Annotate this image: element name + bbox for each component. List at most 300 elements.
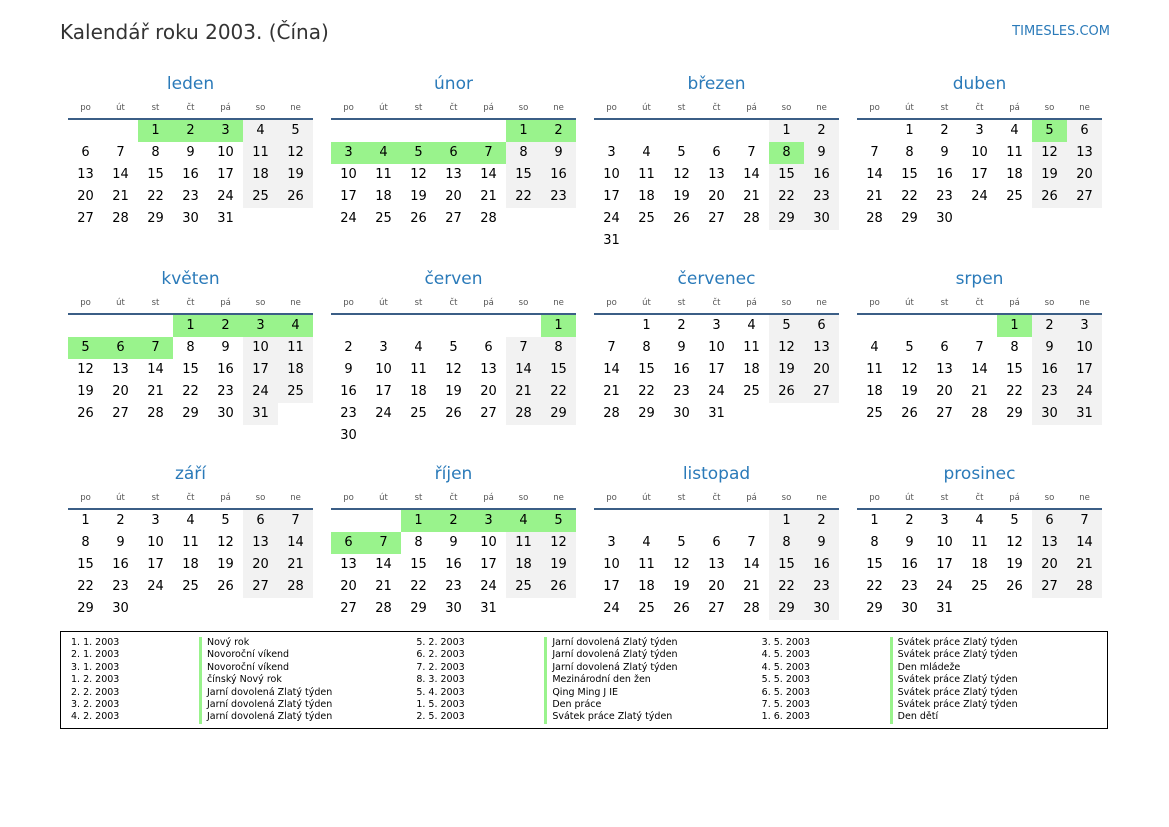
blank-cell bbox=[506, 315, 541, 337]
holiday-date: 2. 2. 2003 bbox=[71, 686, 120, 698]
weekday-label: ne bbox=[553, 298, 564, 308]
weekday-label: po bbox=[80, 103, 91, 113]
day-cell: 27 bbox=[804, 381, 839, 403]
weekday-label: pá bbox=[220, 493, 231, 503]
day-cell: 4 bbox=[642, 145, 651, 160]
day-cell: 12 bbox=[445, 362, 462, 377]
blank-cell bbox=[103, 315, 138, 337]
day-cell: 7 bbox=[975, 340, 984, 355]
month-calendar bbox=[331, 267, 576, 442]
day-cell: 2 bbox=[1032, 315, 1067, 337]
day-cell: 5 bbox=[677, 535, 686, 550]
day-cell: 3 bbox=[607, 145, 616, 160]
day-cell: 6 bbox=[1067, 120, 1102, 142]
day-cell: 27 bbox=[445, 211, 462, 226]
day-cell: 15 bbox=[147, 167, 164, 182]
day-cell: 21 bbox=[603, 384, 620, 399]
day-cell: 10 bbox=[1067, 337, 1102, 359]
day-cell: 21 bbox=[375, 579, 392, 594]
weekday-label: po bbox=[80, 493, 91, 503]
day-grid bbox=[594, 510, 839, 620]
day-cell: 10 bbox=[603, 557, 620, 572]
holiday-name: Jarní dovolená Zlatý týden bbox=[199, 711, 416, 723]
blank-cell bbox=[699, 510, 734, 532]
holiday-name: Svátek práce Zlatý týden bbox=[890, 649, 1107, 661]
blank-cell bbox=[68, 120, 103, 142]
month-name: prosinec bbox=[943, 464, 1016, 484]
blank-cell bbox=[664, 120, 699, 142]
weekday-label: ne bbox=[290, 298, 301, 308]
legend-row bbox=[416, 711, 761, 723]
day-cell: 28 bbox=[866, 211, 883, 226]
legend-row bbox=[762, 637, 1107, 649]
weekday-label: ne bbox=[290, 493, 301, 503]
day-cell: 4 bbox=[366, 142, 401, 164]
weekday-label: čt bbox=[975, 298, 984, 308]
day-cell: 16 bbox=[804, 164, 839, 186]
day-cell: 19 bbox=[673, 189, 690, 204]
day-cell: 29 bbox=[1006, 406, 1023, 421]
day-cell: 25 bbox=[182, 579, 199, 594]
holiday-name: Svátek práce Zlatý týden bbox=[544, 711, 761, 723]
weekday-header bbox=[594, 98, 839, 120]
weekday-label: út bbox=[116, 103, 125, 113]
day-cell: 1 bbox=[506, 120, 541, 142]
day-cell: 5 bbox=[278, 120, 313, 142]
day-cell: 13 bbox=[1067, 142, 1102, 164]
day-cell: 10 bbox=[340, 167, 357, 182]
day-grid bbox=[857, 120, 1102, 230]
day-cell: 25 bbox=[506, 576, 541, 598]
day-cell: 22 bbox=[769, 186, 804, 208]
weekday-label: st bbox=[677, 298, 686, 308]
weekday-header bbox=[68, 98, 313, 120]
day-cell: 18 bbox=[243, 164, 278, 186]
day-cell: 22 bbox=[541, 381, 576, 403]
day-cell: 24 bbox=[603, 601, 620, 616]
day-cell: 27 bbox=[708, 211, 725, 226]
month-name: červenec bbox=[677, 269, 756, 289]
blank-cell bbox=[436, 120, 471, 142]
weekday-label: ne bbox=[816, 103, 827, 113]
day-cell: 21 bbox=[112, 189, 129, 204]
weekday-label: po bbox=[869, 493, 880, 503]
day-cell: 22 bbox=[638, 384, 655, 399]
weekday-label: út bbox=[116, 493, 125, 503]
weekday-label: po bbox=[869, 103, 880, 113]
day-cell: 6 bbox=[804, 315, 839, 337]
day-cell: 20 bbox=[1067, 164, 1102, 186]
brand-link[interactable]: TIMESLES.COM bbox=[1012, 24, 1110, 39]
day-cell: 21 bbox=[971, 384, 988, 399]
blank-cell bbox=[664, 510, 699, 532]
weekday-label: čt bbox=[712, 493, 721, 503]
day-cell: 17 bbox=[375, 384, 392, 399]
weekday-header bbox=[331, 98, 576, 120]
holiday-name: Jarní dovolená Zlatý týden bbox=[199, 687, 416, 699]
weekday-label: st bbox=[677, 103, 686, 113]
day-cell: 6 bbox=[436, 142, 471, 164]
day-cell: 25 bbox=[278, 381, 313, 403]
day-cell: 1 bbox=[401, 510, 436, 532]
day-cell: 20 bbox=[340, 579, 357, 594]
holiday-date: 8. 3. 2003 bbox=[416, 674, 465, 686]
blank-cell bbox=[857, 120, 892, 142]
day-cell: 6 bbox=[1032, 510, 1067, 532]
blank-cell bbox=[138, 315, 173, 337]
blank-cell bbox=[629, 510, 664, 532]
day-cell: 26 bbox=[1032, 186, 1067, 208]
day-cell: 28 bbox=[1067, 576, 1102, 598]
day-cell: 19 bbox=[1032, 164, 1067, 186]
day-cell: 5 bbox=[769, 315, 804, 337]
day-cell: 18 bbox=[278, 359, 313, 381]
legend-row bbox=[71, 662, 416, 674]
day-cell: 19 bbox=[410, 189, 427, 204]
day-cell: 18 bbox=[182, 557, 199, 572]
day-cell: 6 bbox=[712, 535, 721, 550]
day-cell: 30 bbox=[112, 601, 129, 616]
day-cell: 7 bbox=[506, 337, 541, 359]
legend-column bbox=[71, 637, 416, 728]
holiday-date: 5. 2. 2003 bbox=[416, 637, 465, 648]
weekday-label: so bbox=[1044, 493, 1055, 503]
day-cell: 13 bbox=[936, 362, 953, 377]
blank-cell bbox=[594, 120, 629, 142]
day-cell: 27 bbox=[77, 211, 94, 226]
day-cell: 20 bbox=[936, 384, 953, 399]
day-cell: 1 bbox=[870, 513, 879, 528]
day-cell: 9 bbox=[221, 340, 230, 355]
day-cell: 26 bbox=[217, 579, 234, 594]
blank-cell bbox=[962, 315, 997, 337]
day-grid bbox=[331, 315, 576, 447]
day-cell: 7 bbox=[471, 142, 506, 164]
day-cell: 19 bbox=[217, 557, 234, 572]
holiday-date: 1. 6. 2003 bbox=[761, 711, 811, 723]
day-cell: 14 bbox=[971, 362, 988, 377]
day-cell: 3 bbox=[607, 535, 616, 550]
day-cell: 7 bbox=[870, 145, 879, 160]
day-grid bbox=[68, 510, 313, 620]
blank-cell bbox=[734, 120, 769, 142]
month-calendar bbox=[857, 267, 1102, 442]
day-cell: 1 bbox=[769, 120, 804, 142]
weekday-label: ne bbox=[1079, 298, 1090, 308]
weekday-label: pá bbox=[483, 493, 494, 503]
day-cell: 28 bbox=[971, 406, 988, 421]
day-cell: 23 bbox=[182, 189, 199, 204]
weekday-label: po bbox=[343, 103, 354, 113]
legend-column bbox=[416, 637, 761, 728]
day-cell: 5 bbox=[1010, 513, 1019, 528]
holiday-name: Svátek práce Zlatý týden bbox=[890, 674, 1107, 686]
day-cell: 11 bbox=[1006, 145, 1023, 160]
day-cell: 18 bbox=[971, 557, 988, 572]
day-cell: 16 bbox=[673, 362, 690, 377]
legend-row bbox=[762, 711, 1107, 723]
weekday-label: pá bbox=[1009, 298, 1020, 308]
day-cell: 26 bbox=[901, 406, 918, 421]
weekday-label: út bbox=[379, 298, 388, 308]
day-cell: 3 bbox=[712, 318, 721, 333]
day-cell: 14 bbox=[866, 167, 883, 182]
day-cell: 18 bbox=[506, 554, 541, 576]
blank-cell bbox=[366, 315, 401, 337]
day-cell: 23 bbox=[673, 384, 690, 399]
day-cell: 24 bbox=[217, 189, 234, 204]
day-cell: 18 bbox=[638, 189, 655, 204]
weekday-label: út bbox=[642, 103, 651, 113]
day-cell: 11 bbox=[410, 362, 427, 377]
weekday-label: pá bbox=[220, 103, 231, 113]
day-cell: 16 bbox=[936, 167, 953, 182]
day-cell: 3 bbox=[1067, 315, 1102, 337]
day-cell: 20 bbox=[112, 384, 129, 399]
day-cell: 13 bbox=[1032, 532, 1067, 554]
day-cell: 22 bbox=[410, 579, 427, 594]
day-cell: 4 bbox=[975, 513, 984, 528]
day-grid bbox=[857, 315, 1102, 425]
day-cell: 11 bbox=[866, 362, 883, 377]
day-cell: 24 bbox=[243, 381, 278, 403]
day-cell: 9 bbox=[804, 532, 839, 554]
day-cell: 5 bbox=[68, 337, 103, 359]
day-cell: 27 bbox=[708, 601, 725, 616]
day-cell: 8 bbox=[186, 340, 195, 355]
day-cell: 24 bbox=[708, 384, 725, 399]
holiday-date: 6. 2. 2003 bbox=[416, 649, 465, 661]
day-cell: 31 bbox=[603, 233, 620, 248]
day-cell: 30 bbox=[182, 211, 199, 226]
weekday-label: po bbox=[606, 298, 617, 308]
weekday-label: po bbox=[606, 103, 617, 113]
day-cell: 4 bbox=[642, 535, 651, 550]
weekday-label: st bbox=[151, 493, 160, 503]
month-name: duben bbox=[952, 74, 1007, 94]
day-cell: 15 bbox=[182, 362, 199, 377]
blank-cell bbox=[436, 315, 471, 337]
day-cell: 2 bbox=[804, 510, 839, 532]
blank-cell bbox=[471, 120, 506, 142]
weekday-label: út bbox=[905, 493, 914, 503]
weekday-label: so bbox=[1044, 103, 1055, 113]
day-cell: 15 bbox=[638, 362, 655, 377]
weekday-label: po bbox=[80, 298, 91, 308]
day-cell: 2 bbox=[173, 120, 208, 142]
legend-row bbox=[71, 649, 416, 661]
day-cell: 28 bbox=[375, 601, 392, 616]
day-cell: 18 bbox=[866, 384, 883, 399]
holiday-date: 3. 5. 2003 bbox=[761, 637, 811, 648]
day-cell: 3 bbox=[243, 315, 278, 337]
day-cell: 27 bbox=[243, 576, 278, 598]
day-cell: 9 bbox=[1032, 337, 1067, 359]
day-cell: 23 bbox=[804, 576, 839, 598]
day-cell: 3 bbox=[208, 120, 243, 142]
weekday-label: st bbox=[677, 493, 686, 503]
day-cell: 31 bbox=[1067, 403, 1102, 425]
day-grid bbox=[68, 315, 313, 425]
weekday-label: st bbox=[414, 298, 423, 308]
day-cell: 1 bbox=[905, 123, 914, 138]
day-cell: 13 bbox=[804, 337, 839, 359]
day-cell: 17 bbox=[971, 167, 988, 182]
day-cell: 16 bbox=[901, 557, 918, 572]
day-cell: 28 bbox=[112, 211, 129, 226]
weekday-label: út bbox=[642, 298, 651, 308]
day-cell: 22 bbox=[866, 579, 883, 594]
day-cell: 28 bbox=[278, 576, 313, 598]
day-cell: 24 bbox=[375, 406, 392, 421]
day-cell: 18 bbox=[743, 362, 760, 377]
holiday-name: Svátek práce Zlatý týden bbox=[890, 699, 1107, 711]
weekday-label: čt bbox=[186, 103, 195, 113]
day-cell: 30 bbox=[217, 406, 234, 421]
holiday-name: Novoroční víkend bbox=[199, 662, 416, 674]
day-cell: 20 bbox=[77, 189, 94, 204]
day-cell: 26 bbox=[445, 406, 462, 421]
weekday-label: so bbox=[255, 103, 266, 113]
day-cell: 23 bbox=[936, 189, 953, 204]
day-cell: 5 bbox=[401, 142, 436, 164]
holiday-name: Novoroční víkend bbox=[199, 649, 416, 661]
holiday-date: 4. 5. 2003 bbox=[761, 649, 811, 661]
day-cell: 10 bbox=[480, 535, 497, 550]
day-cell: 29 bbox=[147, 211, 164, 226]
holiday-name: Svátek práce Zlatý týden bbox=[890, 637, 1107, 649]
day-cell: 22 bbox=[506, 186, 541, 208]
weekday-label: st bbox=[940, 493, 949, 503]
month-name: srpen bbox=[955, 269, 1004, 289]
blank-cell bbox=[594, 315, 629, 337]
weekday-label: pá bbox=[746, 103, 757, 113]
blank-cell bbox=[366, 510, 401, 532]
day-cell: 5 bbox=[221, 513, 230, 528]
day-cell: 22 bbox=[901, 189, 918, 204]
legend-row bbox=[71, 674, 416, 686]
day-cell: 8 bbox=[151, 145, 160, 160]
day-cell: 24 bbox=[971, 189, 988, 204]
day-cell: 19 bbox=[901, 384, 918, 399]
day-cell: 20 bbox=[708, 579, 725, 594]
day-cell: 28 bbox=[147, 406, 164, 421]
month-name: listopad bbox=[682, 464, 751, 484]
page-title: Kalendář roku 2003. (Čína) bbox=[60, 20, 329, 44]
legend-row bbox=[416, 674, 761, 686]
day-cell: 21 bbox=[866, 189, 883, 204]
day-cell: 7 bbox=[366, 532, 401, 554]
day-cell: 8 bbox=[905, 145, 914, 160]
weekday-label: st bbox=[151, 298, 160, 308]
day-cell: 29 bbox=[182, 406, 199, 421]
day-cell: 14 bbox=[603, 362, 620, 377]
day-cell: 6 bbox=[712, 145, 721, 160]
day-cell: 14 bbox=[147, 362, 164, 377]
day-cell: 22 bbox=[182, 384, 199, 399]
day-cell: 20 bbox=[804, 359, 839, 381]
day-cell: 24 bbox=[147, 579, 164, 594]
legend-row bbox=[762, 662, 1107, 674]
day-cell: 30 bbox=[445, 601, 462, 616]
day-cell: 27 bbox=[480, 406, 497, 421]
day-cell: 30 bbox=[804, 208, 839, 230]
weekday-label: so bbox=[781, 493, 792, 503]
day-cell: 17 bbox=[480, 557, 497, 572]
weekday-label: čt bbox=[712, 103, 721, 113]
legend-row bbox=[762, 687, 1107, 699]
holiday-date: 5. 4. 2003 bbox=[416, 686, 465, 698]
months-grid bbox=[68, 72, 1102, 637]
blank-cell bbox=[471, 315, 506, 337]
day-cell: 4 bbox=[186, 513, 195, 528]
day-cell: 17 bbox=[603, 579, 620, 594]
day-cell: 8 bbox=[870, 535, 879, 550]
day-cell: 29 bbox=[769, 208, 804, 230]
legend-row bbox=[71, 687, 416, 699]
day-cell: 15 bbox=[901, 167, 918, 182]
day-cell: 1 bbox=[997, 315, 1032, 337]
holiday-name: Qing Ming J IE bbox=[544, 687, 761, 699]
holiday-date: 6. 5. 2003 bbox=[761, 686, 811, 698]
day-cell: 17 bbox=[708, 362, 725, 377]
day-cell: 12 bbox=[901, 362, 918, 377]
day-cell: 25 bbox=[375, 211, 392, 226]
day-cell: 8 bbox=[541, 337, 576, 359]
day-cell: 7 bbox=[116, 145, 125, 160]
day-cell: 21 bbox=[743, 189, 760, 204]
blank-cell bbox=[629, 120, 664, 142]
weekday-label: pá bbox=[220, 298, 231, 308]
month-calendar bbox=[857, 462, 1102, 637]
weekday-label: út bbox=[642, 493, 651, 503]
holiday-date: 7. 2. 2003 bbox=[416, 661, 465, 673]
day-cell: 2 bbox=[541, 120, 576, 142]
day-cell: 2 bbox=[940, 123, 949, 138]
day-cell: 13 bbox=[445, 167, 462, 182]
weekday-label: ne bbox=[816, 493, 827, 503]
day-cell: 7 bbox=[747, 145, 756, 160]
day-cell: 28 bbox=[603, 406, 620, 421]
holiday-date: 3. 2. 2003 bbox=[71, 698, 120, 710]
day-cell: 2 bbox=[436, 510, 471, 532]
day-cell: 9 bbox=[940, 145, 949, 160]
day-cell: 26 bbox=[1006, 579, 1023, 594]
day-cell: 7 bbox=[747, 535, 756, 550]
day-cell: 15 bbox=[769, 164, 804, 186]
day-cell: 30 bbox=[936, 211, 953, 226]
day-cell: 11 bbox=[971, 535, 988, 550]
day-cell: 14 bbox=[375, 557, 392, 572]
blank-cell bbox=[103, 120, 138, 142]
day-cell: 27 bbox=[1067, 186, 1102, 208]
blank-cell bbox=[927, 315, 962, 337]
weekday-label: pá bbox=[746, 493, 757, 503]
day-cell: 9 bbox=[677, 340, 686, 355]
day-cell: 11 bbox=[375, 167, 392, 182]
day-cell: 12 bbox=[77, 362, 94, 377]
weekday-label: ne bbox=[553, 103, 564, 113]
day-cell: 6 bbox=[243, 510, 278, 532]
day-cell: 4 bbox=[278, 315, 313, 337]
day-cell: 1 bbox=[642, 318, 651, 333]
day-cell: 2 bbox=[804, 120, 839, 142]
day-cell: 6 bbox=[484, 340, 493, 355]
day-cell: 14 bbox=[480, 167, 497, 182]
weekday-label: út bbox=[379, 493, 388, 503]
day-cell: 17 bbox=[147, 557, 164, 572]
weekday-label: čt bbox=[449, 103, 458, 113]
